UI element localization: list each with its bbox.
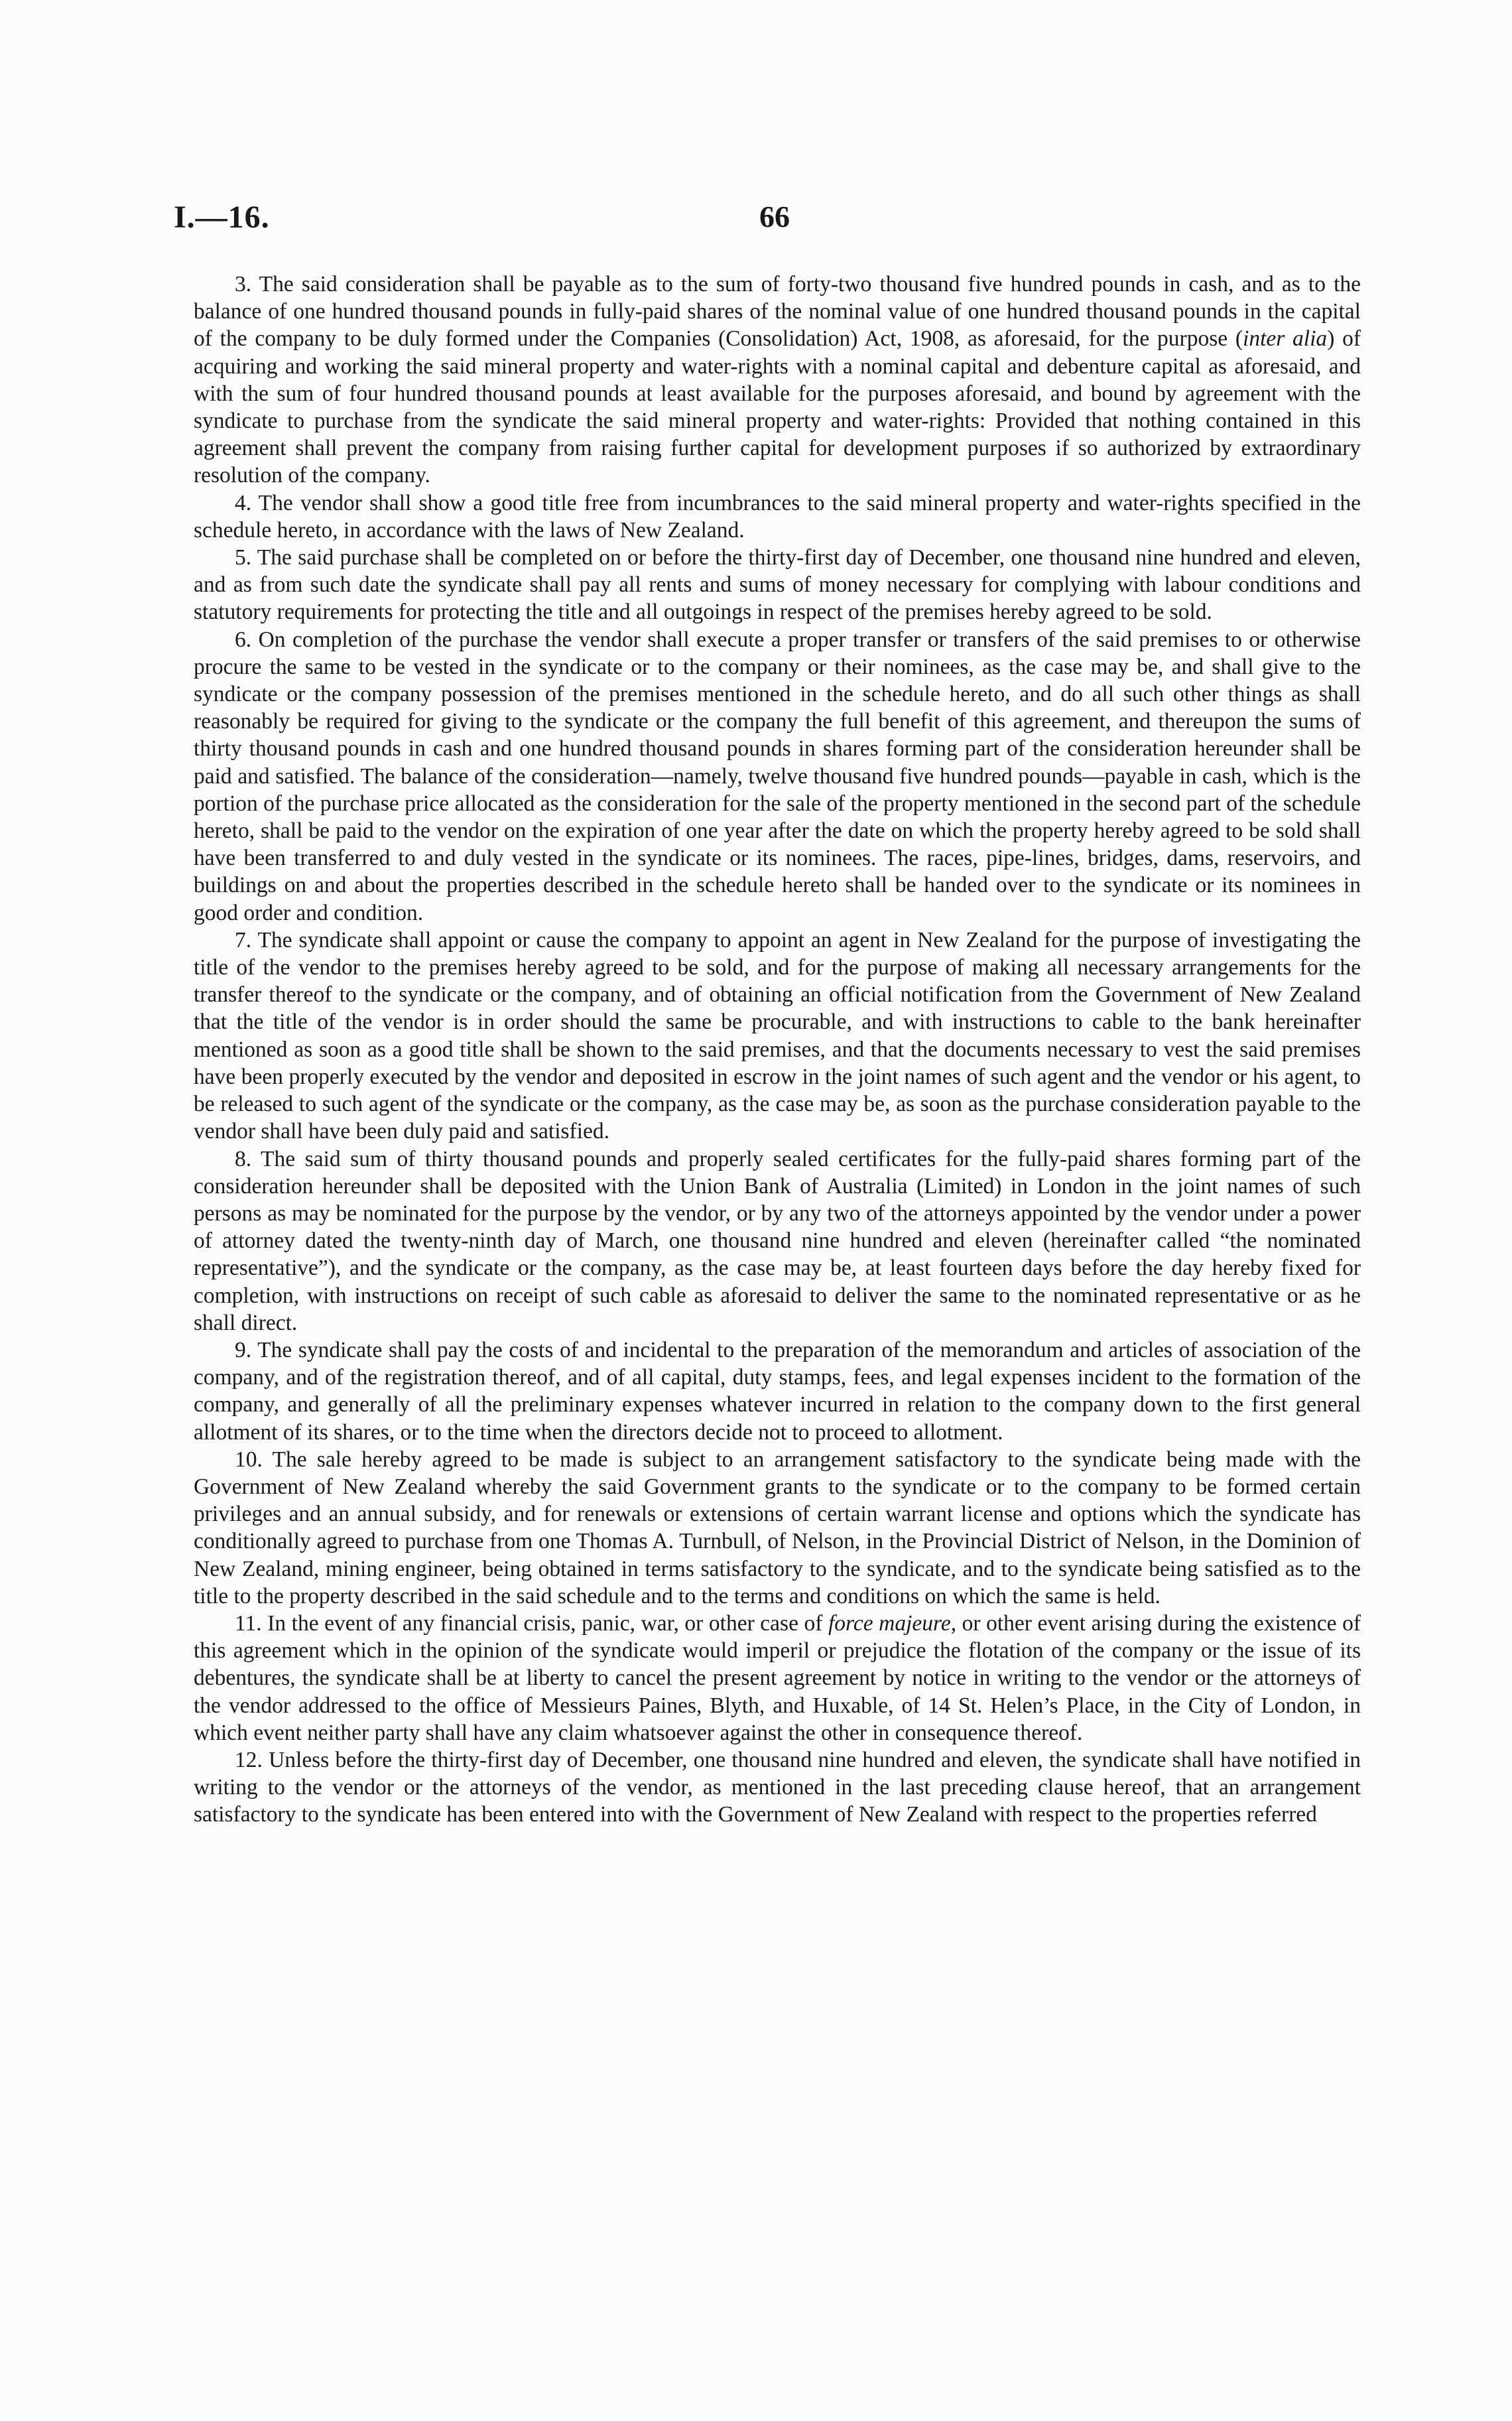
paragraph-text: 6. On completion of the purchase the vendor shall execute a proper transfer or transfers of the said premises to or otherwise procure the same to be vested in the syndicate or to the company or their nominees, as the case may be, and shall give to the syndicate or the company possession of the premises mentioned in the schedule hereto, and do all such other things as shall reasonably be required for giving to the syndicate or the company the full benefit of this agreement, and thereupon the sums of thirty thousand pounds in cash and one hundred thousand pounds in shares forming part of the consideration hereunder shall be paid and satisfied. The balance of the consideration—namely, twelve thousand five hundred pounds—payable in cash, which is the portion of the purchase price allocated as the consideration for the sale of the property mentioned in the second part of the schedule hereto, shall be paid to the vendor on the expiration of one year after the date on which the property hereby agreed to be sold shall have been transferred to and duly vested in the syndicate or its nominees. The races, pipe-lines, bridges, dams, reservoirs, and buildings on and about the properties described in the schedule hereto shall be handed over to the syndicate or its nominees in good order and condition. — [194, 627, 1361, 925]
page-header — [172, 199, 1340, 245]
paragraph-text: 4. The vendor shall show a good title free from incumbrances to the said mineral property and water-rights specified in the schedule hereto, in accordance with the laws of New Zealand. — [194, 490, 1361, 543]
paragraph-text: 10. The sale hereby agreed to be made is subject to an arrangement satisfactory to the syndicate being made with the Government of New Zealand whereby the said Government grants to the syndicate or to the company to be formed certain privileges and an annual subsidy, and for renewals or extensions of certain warrant license and options which the syndicate has conditionally agreed to purchase from one Thomas A. Turnbull, of Nelson, in the Provincial District of Nelson, in the Dominion of New Zealand, mining engineer, being obtained in terms satisfactory to the syndicate, and to the syndicate being satisfied as to the title to the property described in the said schedule and to the terms and conditions on which the same is held. — [194, 1447, 1361, 1608]
clause-paragraph-11 — [194, 1610, 1361, 1746]
clause-paragraph-9 — [194, 1337, 1361, 1446]
paper-reference: I.—16. — [174, 200, 270, 235]
clause-paragraph-7 — [194, 927, 1361, 1145]
italic-phrase: force majeure — [828, 1610, 951, 1636]
paragraph-text: 5. The said purchase shall be completed on or before the thirty-first day of December, one thousand nine hundred and eleven, and as from such date the syndicate shall pay all rents and sums of money necessary for complying with labour conditions and statutory requirements for protecting the title and all outgoings in respect of the premises hereby agreed to be sold. — [194, 545, 1361, 625]
paragraph-text: ) of acquiring and working the said mineral property and water-rights with a nominal capital and debenture capital as aforesaid, and with the sum of four hundred thousand pounds at least available for the purposes aforesaid, and bound by agreement with the syndicate to purchase from the syndicate the said mineral property and water-rights: Provided that nothing contained in this agreement shall prevent the company from raising further capital for development purposes if so authorized by extraordinary resolution of the company. — [194, 326, 1361, 488]
paragraph-text: 12. Unless before the thirty-first day of December, one thousand nine hundred and eleven, the syndicate shall have notified in writing to the vendor or the attorneys of the vendor, as mentioned in the last preceding clause hereof, that an arrangement satisfactory to the syndicate has been entered into with the Government of New Zealand with respect to the properties referred — [194, 1747, 1361, 1827]
clause-paragraph-10 — [194, 1446, 1361, 1610]
paragraph-text: 3. The said consideration shall be payable as to the sum of forty-two thousand five hundred pounds in cash, and as to the balance of one hundred thousand pounds in fully-paid shares of the nominal value of one hundred thousand pounds in the capital of the company to be duly formed under the Companies (Consolidation) Act, 1908, as aforesaid, for the purpose ( — [194, 272, 1361, 352]
clause-paragraph-8 — [194, 1145, 1361, 1337]
paragraph-text: 7. The syndicate shall appoint or cause the company to appoint an agent in New Zealand for the purpose of investigating the title of the vendor to the premises hereby agreed to be sold, and for the purpose of making all necessary arrangements for the transfer thereof to the syndicate or the company, and of obtaining an official notification from the Government of New Zealand that the title of the vendor is in order should the same be procurable, and with instructions to cable to the bank hereinafter mentioned as soon as a good title shall be shown to the said premises, and that the documents necessary to vest the said premises have been properly executed by the vendor and deposited in escrow in the joint names of such agent and the vendor or his agent, to be released to such agent of the syndicate or the company, as the case may be, as soon as the purchase consideration payable to the vendor shall have been duly paid and satisfied. — [194, 927, 1361, 1144]
italic-phrase: inter alia — [1243, 326, 1328, 352]
body-text — [194, 271, 1361, 1829]
paragraph-text: , or other event arising during the existence of this agreement which in the opinion of the syndicate would imperil or prejudice the flotation of the company or the issue of its debentures, the syndicate shall be at liberty to cancel the present agreement by notice in writing to the vendor or the attorneys of the vendor addressed to the office of Messieurs Paines, Blyth, and Huxable, of 14 St. Helen’s Place, in the City of London, in which event neither party shall have any claim whatsoever against the other in consequence thereof. — [194, 1610, 1361, 1745]
clause-paragraph-5 — [194, 544, 1361, 626]
clause-paragraph-12 — [194, 1746, 1361, 1829]
paragraph-text: 9. The syndicate shall pay the costs of and incidental to the preparation of the memorandum and articles of association of the company, and of the registration thereof, and of all capital, duty stamps, fees, and legal expenses incident to the formation of the company, and generally of all the preliminary expenses whatever incurred in relation to the company down to the first general allotment of its shares, or to the time when the directors decide not to proceed to allotment. — [194, 1337, 1361, 1445]
clause-paragraph-6 — [194, 626, 1361, 927]
page-number: 66 — [759, 200, 790, 233]
paragraph-text: 11. In the event of any financial crisis, panic, war, or other case of — [235, 1610, 828, 1636]
clause-paragraph-3 — [194, 271, 1361, 490]
paragraph-text: 8. The said sum of thirty thousand pounds and properly sealed certificates for the fully-paid shares forming part of the consideration hereunder shall be deposited with the Union Bank of Australia (Limited) in London in the joint names of such persons as may be nominated for the purpose by the vendor, or by any two of the attorneys appointed by the vendor under a power of attorney dated the twenty-ninth day of March, one thousand nine hundred and eleven (hereinafter called “the nominated representative”), and the syndicate or the company, as the case may be, at least fourteen days before the day hereby fixed for completion, with instructions on receipt of such cable as aforesaid to deliver the same to the nominated representative or as he shall direct. — [194, 1146, 1361, 1335]
clause-paragraph-4 — [194, 490, 1361, 544]
